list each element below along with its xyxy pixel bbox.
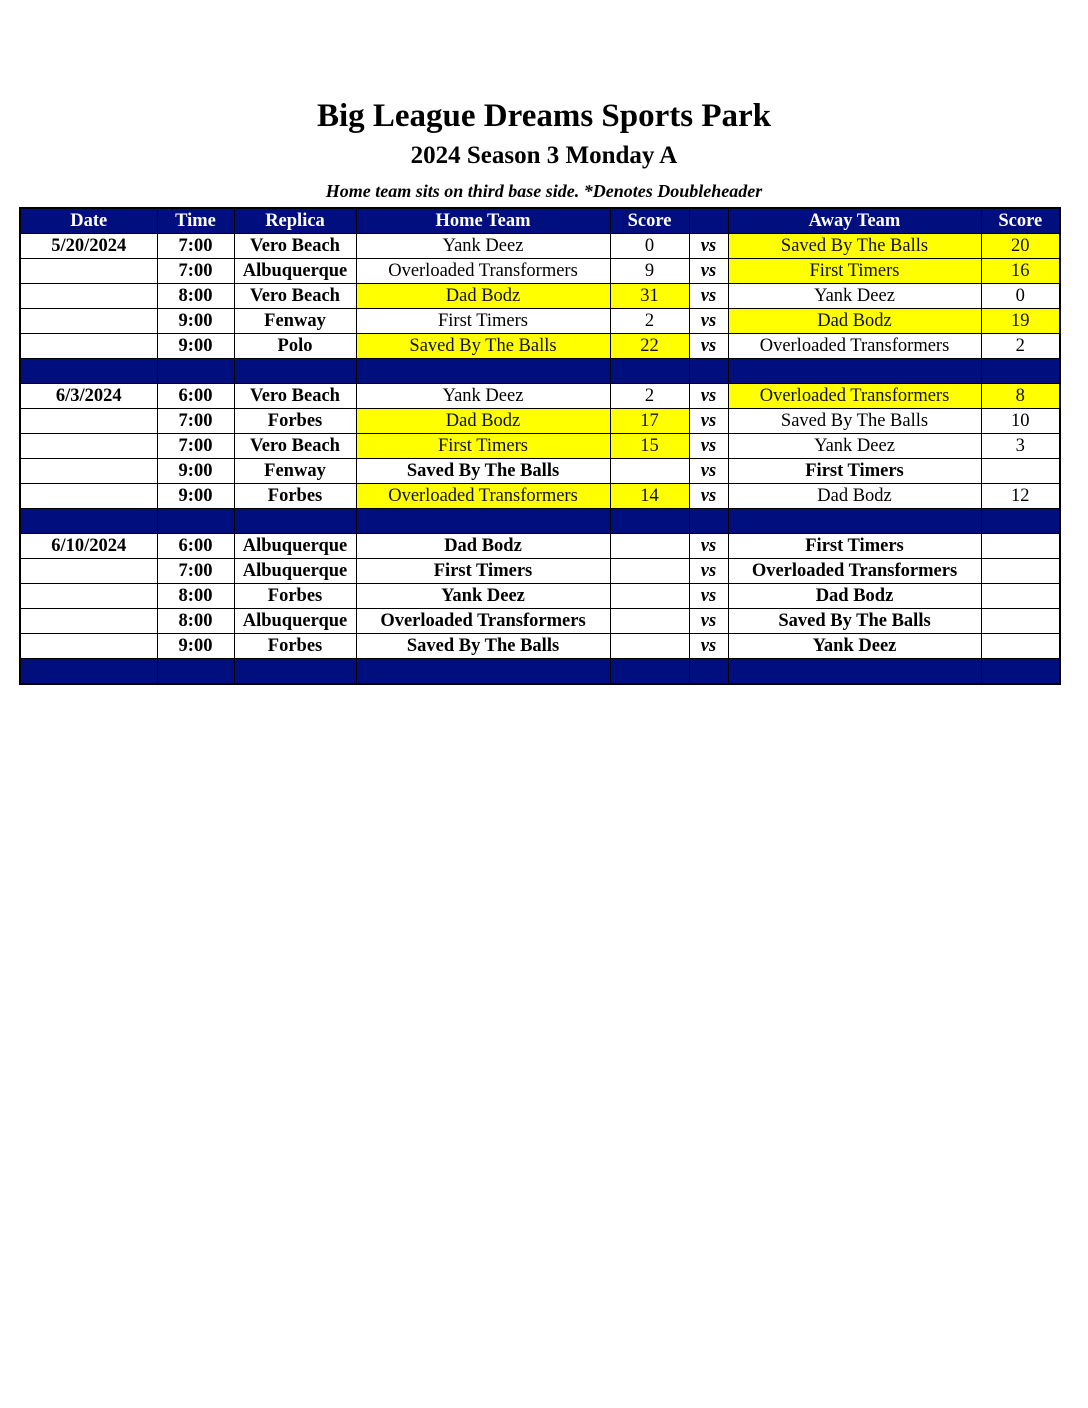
away-score-cell — [981, 534, 1060, 559]
vs-cell: vs — [689, 259, 728, 284]
away-team-cell: Saved By The Balls — [728, 234, 981, 259]
home-score-cell — [610, 559, 689, 584]
home-score-cell: 0 — [610, 234, 689, 259]
vs-cell: vs — [689, 459, 728, 484]
away-team-cell: Dad Bodz — [728, 309, 981, 334]
separator-cell — [20, 359, 157, 384]
away-score-cell: 20 — [981, 234, 1060, 259]
time-cell: 6:00 — [157, 384, 234, 409]
away-score-cell: 8 — [981, 384, 1060, 409]
separator-cell — [157, 359, 234, 384]
vs-cell: vs — [689, 434, 728, 459]
time-cell: 9:00 — [157, 484, 234, 509]
away-team-cell: First Timers — [728, 259, 981, 284]
separator-cell — [234, 509, 356, 534]
away-score-cell — [981, 584, 1060, 609]
away-score-cell: 10 — [981, 409, 1060, 434]
home-team-cell: Overloaded Transformers — [356, 259, 610, 284]
date-cell — [20, 484, 157, 509]
separator-cell — [356, 659, 610, 685]
separator-cell — [981, 659, 1060, 685]
separator-cell — [610, 659, 689, 685]
vs-cell: vs — [689, 309, 728, 334]
date-cell — [20, 259, 157, 284]
vs-cell: vs — [689, 334, 728, 359]
separator-cell — [981, 359, 1060, 384]
date-cell — [20, 409, 157, 434]
home-team-cell: Yank Deez — [356, 584, 610, 609]
home-team-cell: Overloaded Transformers — [356, 609, 610, 634]
separator-cell — [689, 509, 728, 534]
replica-cell: Albuquerque — [234, 259, 356, 284]
time-cell: 7:00 — [157, 234, 234, 259]
time-cell: 8:00 — [157, 284, 234, 309]
date-cell — [20, 584, 157, 609]
date-cell — [20, 334, 157, 359]
separator-cell — [234, 359, 356, 384]
date-cell: 6/3/2024 — [20, 384, 157, 409]
time-cell: 8:00 — [157, 609, 234, 634]
time-cell: 7:00 — [157, 559, 234, 584]
replica-cell: Vero Beach — [234, 284, 356, 309]
replica-cell: Fenway — [234, 459, 356, 484]
home-score-cell — [610, 534, 689, 559]
away-score-cell — [981, 559, 1060, 584]
week-separator-row — [20, 509, 1060, 534]
separator-cell — [157, 509, 234, 534]
away-team-cell: Overloaded Transformers — [728, 384, 981, 409]
col-header-away-score: Score — [981, 208, 1060, 234]
time-cell: 7:00 — [157, 259, 234, 284]
date-cell — [20, 284, 157, 309]
date-cell — [20, 559, 157, 584]
col-header-home-score: Score — [610, 208, 689, 234]
separator-cell — [981, 509, 1060, 534]
replica-cell: Fenway — [234, 309, 356, 334]
col-header-replica: Replica — [234, 208, 356, 234]
replica-cell: Vero Beach — [234, 384, 356, 409]
home-score-cell: 9 — [610, 259, 689, 284]
vs-cell: vs — [689, 234, 728, 259]
home-score-cell — [610, 609, 689, 634]
away-team-cell: Overloaded Transformers — [728, 559, 981, 584]
home-score-cell: 31 — [610, 284, 689, 309]
game-row — [20, 609, 1060, 634]
time-cell: 9:00 — [157, 334, 234, 359]
home-team-cell: Overloaded Transformers — [356, 484, 610, 509]
away-score-cell: 3 — [981, 434, 1060, 459]
separator-cell — [157, 659, 234, 685]
separator-cell — [20, 659, 157, 685]
home-team-cell: Dad Bodz — [356, 284, 610, 309]
away-score-cell: 0 — [981, 284, 1060, 309]
away-team-cell: First Timers — [728, 534, 981, 559]
home-team-cell: First Timers — [356, 309, 610, 334]
home-score-cell — [610, 634, 689, 659]
home-score-cell: 2 — [610, 309, 689, 334]
game-row — [20, 584, 1060, 609]
separator-cell — [610, 509, 689, 534]
date-cell: 6/10/2024 — [20, 534, 157, 559]
vs-cell: vs — [689, 634, 728, 659]
vs-cell: vs — [689, 534, 728, 559]
game-row — [20, 234, 1060, 259]
away-team-cell: First Timers — [728, 459, 981, 484]
separator-cell — [610, 359, 689, 384]
away-team-cell: Overloaded Transformers — [728, 334, 981, 359]
home-score-cell: 14 — [610, 484, 689, 509]
separator-cell — [689, 659, 728, 685]
away-score-cell: 16 — [981, 259, 1060, 284]
vs-cell: vs — [689, 484, 728, 509]
away-score-cell — [981, 634, 1060, 659]
week-separator-row — [20, 359, 1060, 384]
away-team-cell: Dad Bodz — [728, 584, 981, 609]
replica-cell: Forbes — [234, 484, 356, 509]
replica-cell: Albuquerque — [234, 559, 356, 584]
away-score-cell: 19 — [981, 309, 1060, 334]
col-header-away-team: Away Team — [728, 208, 981, 234]
game-row — [20, 459, 1060, 484]
home-team-cell: Dad Bodz — [356, 409, 610, 434]
date-cell: 5/20/2024 — [20, 234, 157, 259]
schedule-table — [19, 207, 1061, 685]
home-score-cell: 22 — [610, 334, 689, 359]
date-cell — [20, 634, 157, 659]
schedule-body — [20, 234, 1060, 685]
replica-cell: Vero Beach — [234, 434, 356, 459]
replica-cell: Albuquerque — [234, 609, 356, 634]
separator-cell — [356, 359, 610, 384]
replica-cell: Forbes — [234, 634, 356, 659]
game-row — [20, 434, 1060, 459]
week-separator-row — [20, 659, 1060, 685]
away-team-cell: Saved By The Balls — [728, 609, 981, 634]
game-row — [20, 384, 1060, 409]
game-row — [20, 259, 1060, 284]
game-row — [20, 559, 1060, 584]
game-row — [20, 634, 1060, 659]
col-header-home-team: Home Team — [356, 208, 610, 234]
time-cell: 8:00 — [157, 584, 234, 609]
away-team-cell: Dad Bodz — [728, 484, 981, 509]
vs-cell: vs — [689, 584, 728, 609]
separator-cell — [356, 509, 610, 534]
home-team-cell: Saved By The Balls — [356, 334, 610, 359]
replica-cell: Forbes — [234, 409, 356, 434]
separator-cell — [728, 359, 981, 384]
game-row — [20, 484, 1060, 509]
replica-cell: Vero Beach — [234, 234, 356, 259]
time-cell: 6:00 — [157, 534, 234, 559]
away-team-cell: Yank Deez — [728, 284, 981, 309]
home-score-cell — [610, 459, 689, 484]
time-cell: 9:00 — [157, 309, 234, 334]
away-team-cell: Yank Deez — [728, 434, 981, 459]
time-cell: 9:00 — [157, 459, 234, 484]
home-team-cell: Dad Bodz — [356, 534, 610, 559]
home-score-cell: 2 — [610, 384, 689, 409]
away-score-cell — [981, 459, 1060, 484]
home-score-cell: 15 — [610, 434, 689, 459]
replica-cell: Forbes — [234, 584, 356, 609]
away-score-cell: 2 — [981, 334, 1060, 359]
time-cell: 9:00 — [157, 634, 234, 659]
home-team-cell: Yank Deez — [356, 384, 610, 409]
home-team-cell: First Timers — [356, 559, 610, 584]
game-row — [20, 409, 1060, 434]
game-row — [20, 534, 1060, 559]
away-team-cell: Saved By The Balls — [728, 409, 981, 434]
header-row — [20, 208, 1060, 234]
time-cell: 7:00 — [157, 409, 234, 434]
separator-cell — [728, 509, 981, 534]
separator-cell — [689, 359, 728, 384]
date-cell — [20, 309, 157, 334]
vs-cell: vs — [689, 559, 728, 584]
page-note: Home team sits on third base side. *Denotes Doubleheader — [325, 181, 763, 201]
replica-cell: Polo — [234, 334, 356, 359]
home-team-cell: Saved By The Balls — [356, 459, 610, 484]
page-subtitle: 2024 Season 3 Monday A — [410, 142, 678, 169]
separator-cell — [20, 509, 157, 534]
game-row — [20, 334, 1060, 359]
separator-cell — [728, 659, 981, 685]
col-header-vs — [689, 208, 728, 234]
home-team-cell: Yank Deez — [356, 234, 610, 259]
home-team-cell: Saved By The Balls — [356, 634, 610, 659]
replica-cell: Albuquerque — [234, 534, 356, 559]
away-score-cell: 12 — [981, 484, 1060, 509]
col-header-date: Date — [20, 208, 157, 234]
home-score-cell: 17 — [610, 409, 689, 434]
page-title: Big League Dreams Sports Park — [316, 98, 772, 134]
col-header-time: Time — [157, 208, 234, 234]
date-cell — [20, 459, 157, 484]
date-cell — [20, 434, 157, 459]
away-team-cell: Yank Deez — [728, 634, 981, 659]
away-score-cell — [981, 609, 1060, 634]
separator-cell — [234, 659, 356, 685]
vs-cell: vs — [689, 609, 728, 634]
home-team-cell: First Timers — [356, 434, 610, 459]
time-cell: 7:00 — [157, 434, 234, 459]
vs-cell: vs — [689, 284, 728, 309]
game-row — [20, 284, 1060, 309]
date-cell — [20, 609, 157, 634]
home-score-cell — [610, 584, 689, 609]
vs-cell: vs — [689, 384, 728, 409]
game-row — [20, 309, 1060, 334]
vs-cell: vs — [689, 409, 728, 434]
